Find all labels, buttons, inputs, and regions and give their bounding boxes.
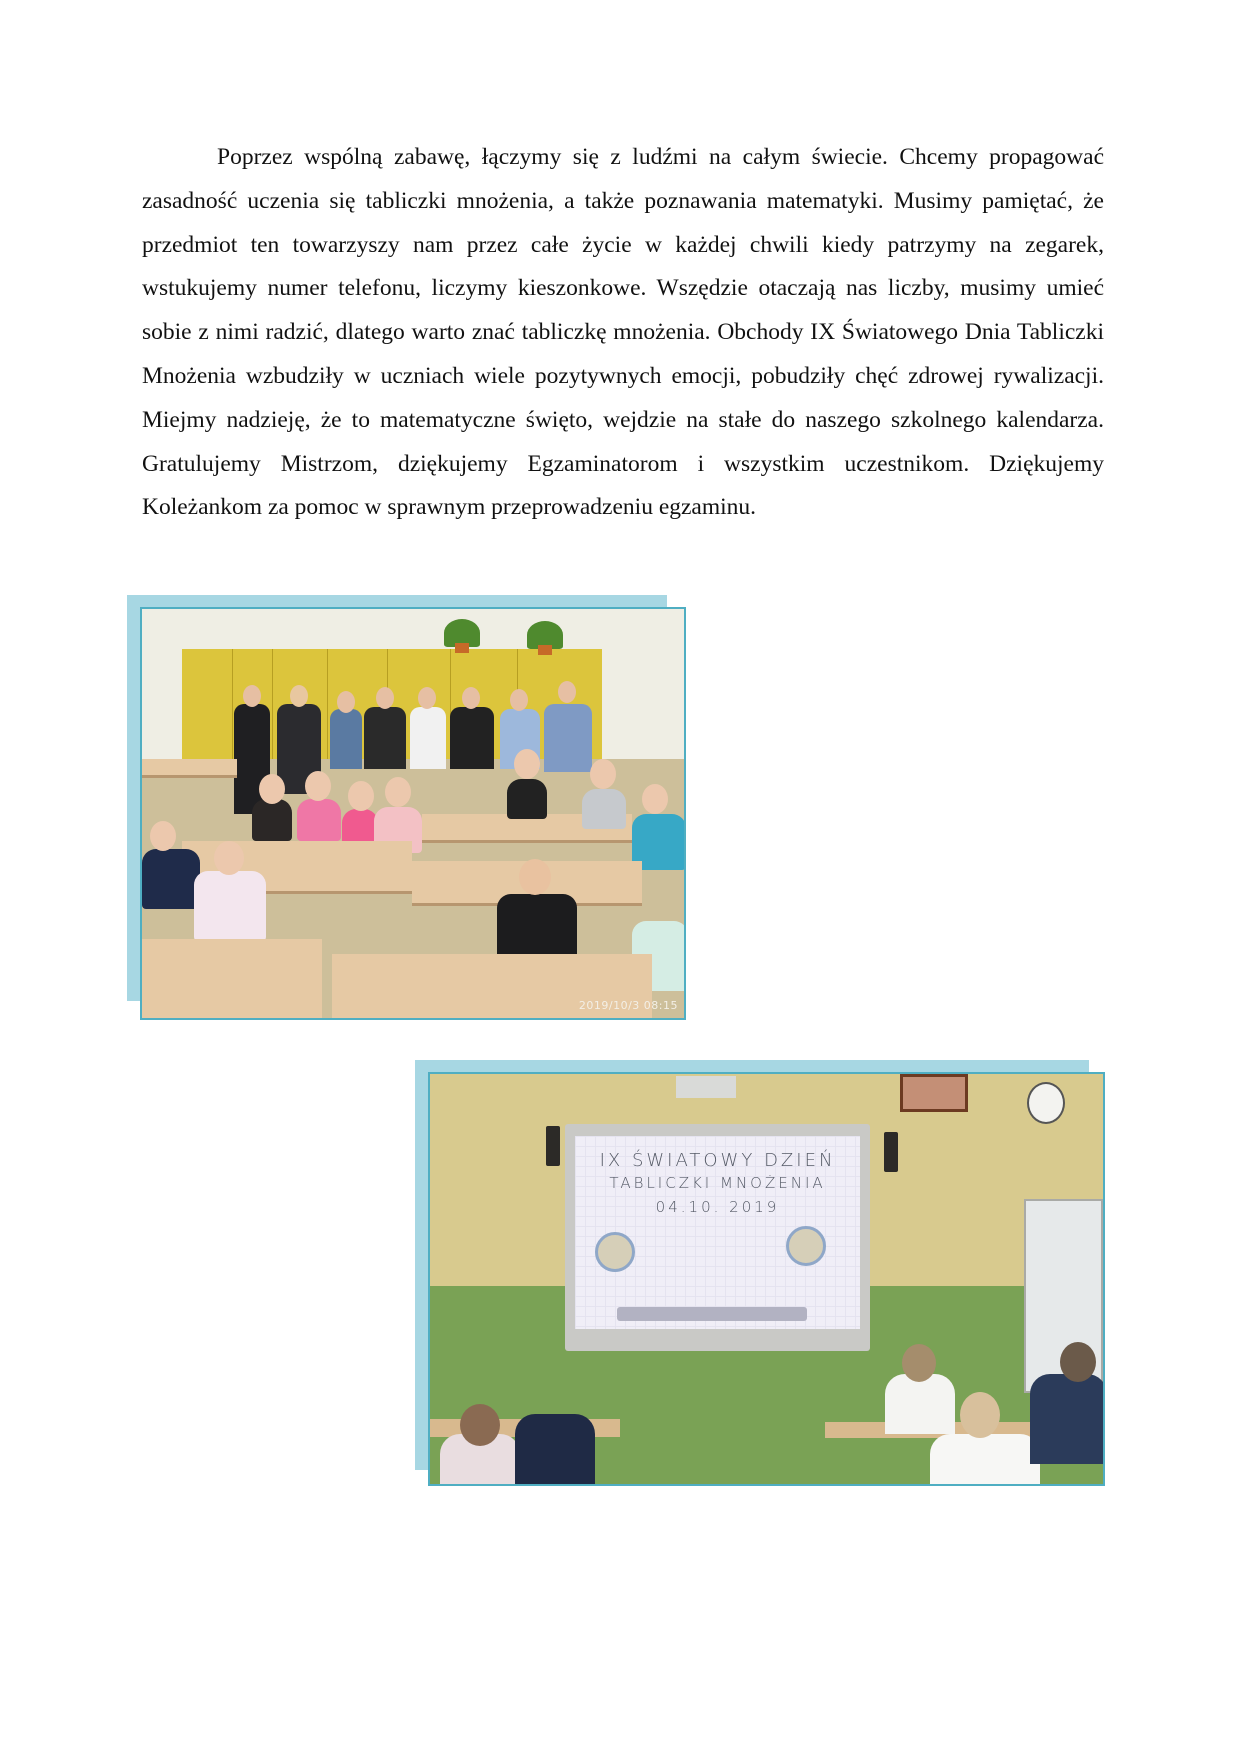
pot xyxy=(455,643,469,653)
body-paragraph xyxy=(142,136,1104,530)
pupil xyxy=(194,871,266,941)
pupil xyxy=(297,799,341,841)
pupil xyxy=(885,1374,955,1434)
adult xyxy=(450,707,494,769)
projector xyxy=(676,1076,736,1098)
pupil-head xyxy=(590,759,616,789)
pupil-head xyxy=(642,784,668,814)
pupil-head xyxy=(460,1404,500,1446)
wall-picture xyxy=(900,1074,968,1112)
head xyxy=(462,687,480,709)
pupil-head xyxy=(514,749,540,779)
board-line-3: 04.10. 2019 xyxy=(655,1198,780,1216)
clock-icon xyxy=(1027,1082,1065,1124)
classroom-group-photo xyxy=(140,607,686,1020)
pupil-head xyxy=(960,1392,1000,1438)
pupil-head xyxy=(902,1344,936,1382)
adult xyxy=(410,707,446,769)
pupil-head xyxy=(150,821,176,851)
pupil xyxy=(1030,1374,1105,1464)
head xyxy=(376,687,394,709)
pupil-head xyxy=(305,771,331,801)
pupil xyxy=(515,1414,595,1484)
pupil xyxy=(582,789,626,829)
pupil-head xyxy=(348,781,374,811)
smartboard-photo xyxy=(428,1072,1105,1486)
pupil-head xyxy=(519,859,551,895)
pupil-head xyxy=(214,841,244,875)
pupil-head xyxy=(259,774,285,804)
pot xyxy=(538,645,552,655)
speaker-icon xyxy=(884,1132,898,1172)
board-toolbar xyxy=(617,1307,807,1321)
pupil xyxy=(930,1434,1040,1486)
pupil-head xyxy=(385,777,411,807)
school-logo-icon xyxy=(595,1232,635,1272)
paragraph-text: Poprzez wspólną zabawę, łączymy się z ludźmi na całym świecie. Chcemy propagować zasadność uczenia się tabliczki mnożenia, a także poznawania matematyki. Musimy pamiętać, że przedmiot ten towarzyszy nam przez całe życie w każdej chwili kiedy patrzymy na zegarek, wstukujemy numer telefonu, liczymy kieszonkowe. Wszędzie otaczają nas liczby, musimy umieć sobie z nimi radzić, dlatego warto znać tabliczkę mnożenia. Obchody IX Światowego Dnia Tabliczki Mnożenia wzbudziły w uczniach wiele pozytywnych emocji, pobudziły chęć zdrowej rywalizacji. Miejmy nadzieję, że to matematyczne święto, wejdzie na stałe do naszego szkolnego kalendarza. Gratulujemy Mistrzom, dziękujemy Egzaminatorom i wszystkim uczestnikom. Dziękujemy Koleżankom za pomoc w sprawnym przeprowadzeniu egzaminu. xyxy=(142,144,1104,521)
pupil-head xyxy=(1060,1342,1096,1382)
photo-timestamp: 2019/10/3 08:15 xyxy=(578,999,678,1012)
pupil xyxy=(142,849,200,909)
desk xyxy=(142,759,237,778)
head xyxy=(290,685,308,707)
desk xyxy=(142,939,322,1020)
adult xyxy=(330,709,362,769)
head xyxy=(510,689,528,711)
head xyxy=(418,687,436,709)
board-line-2: TABLICZKI MNOŻENIA xyxy=(609,1174,826,1192)
head xyxy=(337,691,355,713)
interactive-whiteboard xyxy=(565,1124,870,1351)
pupil xyxy=(252,799,292,841)
adult xyxy=(544,704,592,772)
whiteboard-screen xyxy=(575,1136,860,1329)
adult xyxy=(364,707,406,769)
school-logo-icon xyxy=(786,1226,826,1266)
head xyxy=(243,685,261,707)
board-line-1: IX ŚWIATOWY DZIEŃ xyxy=(599,1150,836,1171)
speaker-icon xyxy=(546,1126,560,1166)
pupil xyxy=(507,779,547,819)
head xyxy=(558,681,576,703)
